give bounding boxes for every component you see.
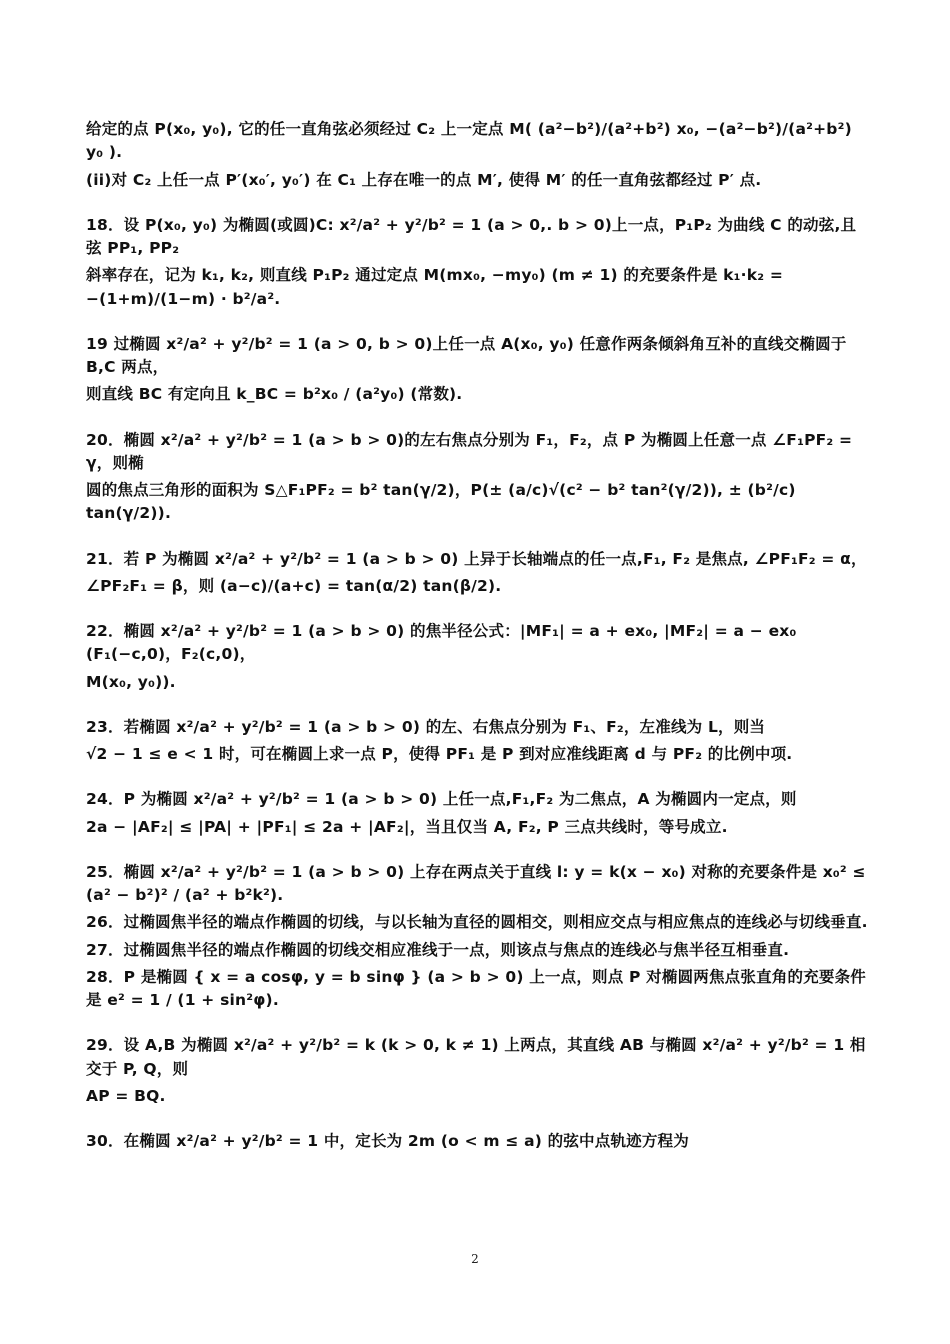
item-26: 26．过椭圆焦半径的端点作椭圆的切线，与以长轴为直径的圆相交，则相应交点与相应焦点的连线必与切线垂直. (86, 913, 868, 932)
item-23-line-2: √2 − 1 ≤ e < 1 时，可在椭圆上求一点 P，使得 PF₁ 是 P 到对应准线距离 d 与 PF₂ 的比例中项. (86, 745, 793, 763)
item-21-line-1: 21．若 P 为椭圆 x²/a² + y²/b² = 1 (a > b > 0) 上异于长轴端点的任一点,F₁, F₂ 是焦点, ∠PF₁F₂ = α， (86, 549, 867, 568)
item-20-line-2: 圆的焦点三角形的面积为 S△F₁PF₂ = b² tan(γ/2)，P(± (a/c)√(c² − b² tan²(γ/2)), ± (b²/c) tan(γ/2)). (86, 481, 796, 523)
item-23-line-1: 23．若椭圆 x²/a² + y²/b² = 1 (a > b > 0) 的左、右焦点分别为 F₁、F₂，左准线为 L，则当 (86, 717, 766, 736)
item-25: 25．椭圆 x²/a² + y²/b² = 1 (a > b > 0) 上存在两点关于直线 l: y = k(x − x₀) 对称的充要条件是 x₀² ≤ (a² − b²)² / (a² + b²k²). (86, 862, 866, 904)
item-19-line-2: 则直线 BC 有定向且 k_BC = b²x₀ / (a²y₀) (常数). (86, 385, 463, 404)
text-line: 给定的点 P(x₀, y₀), 它的任一直角弦必须经过 C₂ 上一定点 M( (a²−b²)/(a²+b²) x₀, −(a²−b²)/(a²+b²) y₀ ). (86, 120, 852, 162)
item-27: 27．过椭圆焦半径的端点作椭圆的切线交相应准线于一点，则该点与焦点的连线必与焦半径互相垂直. (86, 940, 790, 959)
item-24-line-2: 2a − |AF₂| ≤ |PA| + |PF₁| ≤ 2a + |AF₂|，当且仅当 A, F₂, P 三点共线时，等号成立. (86, 817, 728, 836)
item-22-line-1: 22．椭圆 x²/a² + y²/b² = 1 (a > b > 0) 的焦半径公式：|MF₁| = a + ex₀, |MF₂| = a − ex₀ (F₁(−c,0)，F₂(c,0)， (86, 622, 797, 664)
item-21-line-2: ∠PF₂F₁ = β，则 (a−c)/(a+c) = tan(α/2) tan(β/2). (86, 576, 502, 595)
item-24-line-1: 24．P 为椭圆 x²/a² + y²/b² = 1 (a > b > 0) 上任一点,F₁,F₂ 为二焦点，A 为椭圆内一定点，则 (86, 790, 797, 809)
item-20-line-1: 20．椭圆 x²/a² + y²/b² = 1 (a > b > 0)的左右焦点分别为 F₁，F₂，点 P 为椭圆上任意一点 ∠F₁PF₂ = γ，则椭 (86, 430, 853, 472)
item-19-line-1: 19 过椭圆 x²/a² + y²/b² = 1 (a > 0, b > 0)上任一点 A(x₀, y₀) 任意作两条倾斜角互补的直线交椭圆于 B,C 两点， (86, 334, 847, 376)
item-22-line-2: M(x₀, y₀)). (86, 672, 176, 691)
item-29-line-1: 29．设 A,B 为椭圆 x²/a² + y²/b² = k (k > 0, k ≠ 1) 上两点，其直线 AB 与椭圆 x²/a² + y²/b² = 1 相交于 P, Q，则 (86, 1036, 866, 1078)
page-number: 2 (471, 1252, 479, 1266)
item-28: 28．P 是椭圆 { x = a cosφ, y = b sinφ } (a > b > 0) 上一点，则点 P 对椭圆两焦点张直角的充要条件是 e² = 1 / (1 + sin²φ). (86, 967, 866, 1009)
item-29-line-2: AP = BQ. (86, 1086, 166, 1105)
document-body (86, 118, 868, 1175)
text-line: (ii)对 C₂ 上任一点 P′(x₀′, y₀′) 在 C₁ 上存在唯一的点 M′, 使得 M′ 的任一直角弦都经过 P′ 点. (86, 170, 762, 189)
item-30: 30．在椭圆 x²/a² + y²/b² = 1 中，定长为 2m (o < m ≤ a) 的弦中点轨迹方程为 (86, 1132, 689, 1150)
item-18-line-2: 斜率存在，记为 k₁, k₂, 则直线 P₁P₂ 通过定点 M(mx₀, −my₀) (m ≠ 1) 的充要条件是 k₁·k₂ = −(1+m)/(1−m) · b²/a². (86, 266, 784, 308)
item-18-line-1: 18．设 P(x₀, y₀) 为椭圆(或圆)C: x²/a² + y²/b² = 1 (a > 0,. b > 0)上一点，P₁P₂ 为曲线 C 的动弦,且弦 PP₁, PP₂ (86, 215, 857, 257)
